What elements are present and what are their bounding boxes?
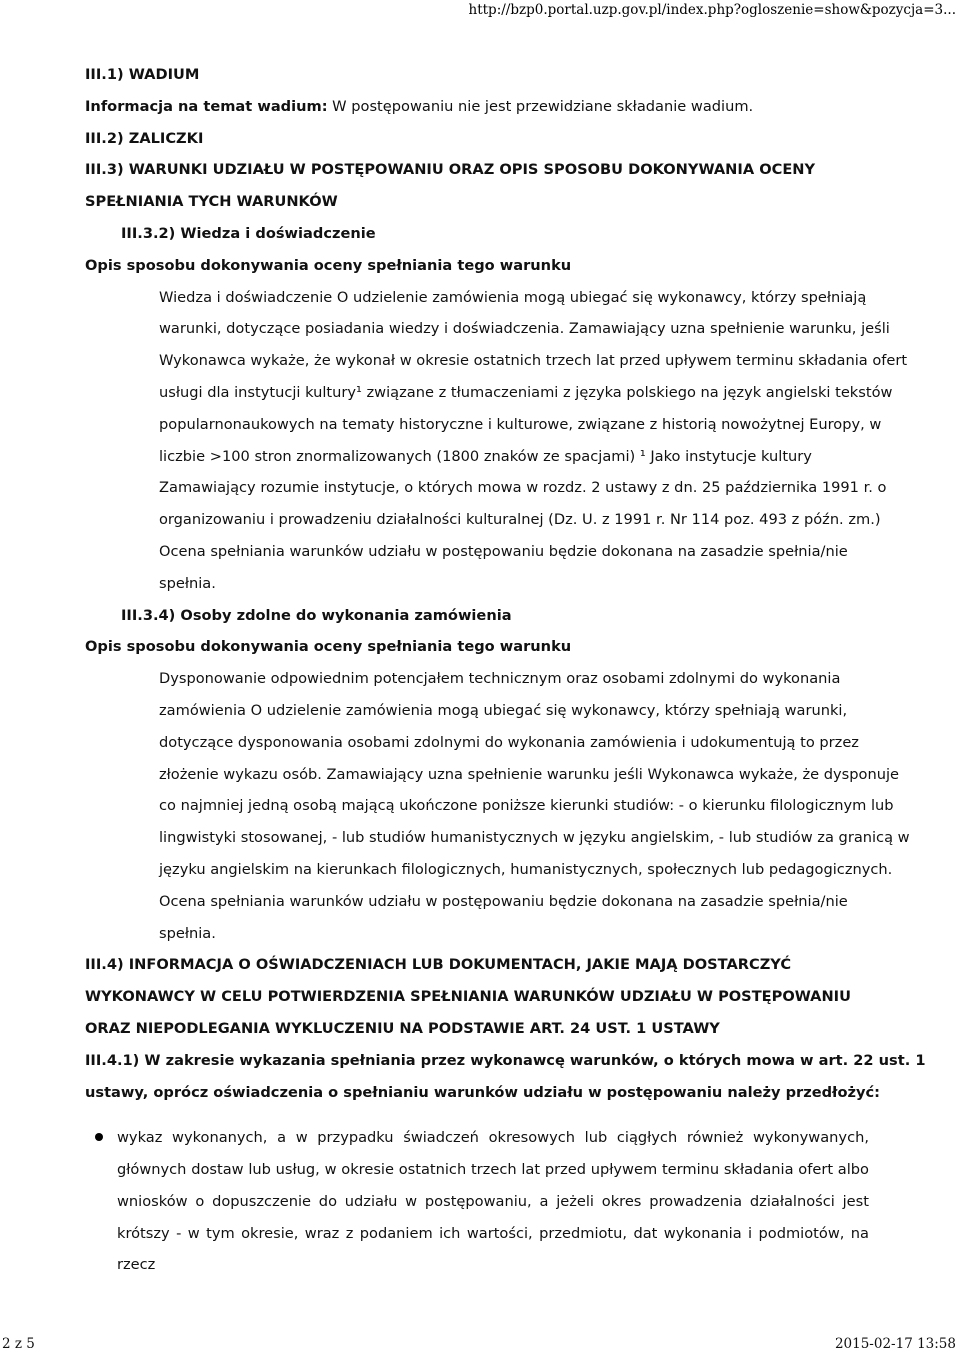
wiedza-line: Ocena spełniania warunków udziału w postępowaniu będzie dokonana na zasadzie spełnia/nie <box>159 542 848 560</box>
bullet-line: głównych dostaw lub usług, w okresie ostatnich trzech lat przed upływem terminu składania ofert albo <box>117 1161 869 1179</box>
page-number: 2 z 5 <box>2 1336 35 1352</box>
osoby-description <box>85 663 910 949</box>
print-datetime: 2015-02-17 13:58 <box>834 1336 956 1352</box>
wadium-info-text: W postępowaniu nie jest przewidziane składanie wadium. <box>327 97 754 115</box>
osoby-line: lingwistyki stosowanej, - lub studiów humanistycznych w języku angielskim, - lub studiów za granicą w <box>159 829 910 847</box>
document-body <box>85 59 926 1281</box>
wiedza-heading: III.3.2) Wiedza i doświadczenie <box>121 224 376 242</box>
wadium-info-label: Informacja na temat wadium: <box>85 97 328 115</box>
osoby-line: Ocena spełniania warunków udziału w postępowaniu będzie dokonana na zasadzie spełnia/nie <box>159 892 848 910</box>
wiedza-description <box>85 282 908 600</box>
informacja-heading-line-3: ORAZ NIEPODLEGANIA WYKLUCZENIU NA PODSTAWIE ART. 24 UST. 1 USTAWY <box>85 1019 720 1037</box>
bullet-line: wykaz wykonanych, a w przypadku świadczeń okresowych lub ciągłych również wykonywanych, <box>117 1129 869 1147</box>
osoby-heading: III.3.4) Osoby zdolne do wykonania zamówienia <box>121 606 512 624</box>
informacja-heading-line-1: III.4) INFORMACJA O OŚWIADCZENIACH LUB DOKUMENTACH, JAKIE MAJĄ DOSTARCZYĆ <box>85 956 792 974</box>
page-url: http://bzp0.portal.uzp.gov.pl/index.php?ogloszenie=show&pozycja=3... <box>468 2 956 18</box>
zaliczki-heading: III.2) ZALICZKI <box>85 129 204 147</box>
wiedza-line: Zamawiający rozumie instytucje, o których mowa w rozdz. 2 ustawy z dn. 25 października 1991 r. o <box>159 479 887 497</box>
wiedza-line: organizowaniu i prowadzeniu działalności kulturalnej (Dz. U. z 1991 r. Nr 114 poz. 493 z późn. zm.) <box>159 511 881 529</box>
wiedza-line: Wiedza i doświadczenie O udzielenie zamówienia mogą ubiegać się wykonawcy, którzy spełniają <box>159 288 867 306</box>
wiedza-opis-label: Opis sposobu dokonywania oceny spełniania tego warunku <box>85 256 572 274</box>
osoby-line: Dysponowanie odpowiednim potencjałem technicznym oraz osobami zdolnymi do wykonania <box>159 670 841 688</box>
osoby-line: co najmniej jedną osobą mającą ukończone poniższe kierunki studiów: - o kierunku filologicznym lub <box>159 797 894 815</box>
wiedza-line: liczbie >100 stron znormalizowanych (1800 znaków ze spacjami) ¹ Jako instytucje kultury <box>159 447 812 465</box>
osoby-line: zamówienia O udzielenie zamówienia mogą ubiegać się wykonawcy, którzy spełniają warunki, <box>159 701 848 719</box>
osoby-line: dotyczące dysponowania osobami zdolnymi do wykonania zamówienia i udokumentują to przez <box>159 733 859 751</box>
osoby-line: spełnia. <box>159 924 216 942</box>
wiedza-line: warunki, dotyczące posiadania wiedzy i doświadczenia. Zamawiający uzna spełnienie warunku, jeśli <box>159 320 890 338</box>
wadium-heading: III.1) WADIUM <box>85 66 200 83</box>
osoby-line: języku angielskim na kierunkach filologicznych, humanistycznych, społecznych lub pedagogicznych. <box>159 860 893 878</box>
wiedza-line: popularnonaukowych na tematy historyczne i kulturowe, związane z historią nowożytnej Europy, w <box>159 415 882 433</box>
wiedza-line: usługi dla instytucji kultury¹ związane z tłumaczeniami z języka polskiego na język angielski tekstów <box>159 383 893 401</box>
wiedza-line: Wykonawca wykaże, że wykonał w okresie ostatnich trzech lat przed upływem terminu składania ofert <box>159 352 908 370</box>
warunki-heading-line-1: III.3) WARUNKI UDZIAŁU W POSTĘPOWANIU ORAZ OPIS SPOSOBU DOKONYWANIA OCENY <box>85 161 816 179</box>
osoby-opis-label: Opis sposobu dokonywania oceny spełniania tego warunku <box>85 638 572 656</box>
osoby-line: złożenie wykazu osób. Zamawiający uzna spełnienie warunku jeśli Wykonawca wykaże, że dysponuje <box>159 765 900 783</box>
bullet-line: wniosków o dopuszczenie do udziału w postępowaniu, a jeżeli okres prowadzenia działalności jest <box>117 1192 869 1210</box>
wadium-info <box>85 91 885 123</box>
warunki-heading-line-2: SPEŁNIANIA TYCH WARUNKÓW <box>85 193 338 211</box>
list-item <box>85 1122 885 1281</box>
bullet-line: krótszy - w tym okresie, wraz z podaniem ich wartości, przedmiotu, dat wykonania i podmiotów, na rzecz <box>117 1224 869 1274</box>
zakres-heading-line-1: III.4.1) W zakresie wykazania spełniania przez wykonawcę warunków, o których mowa w art. 22 ust. 1 <box>85 1051 926 1069</box>
informacja-heading-line-2: WYKONAWCY W CELU POTWIERDZENIA SPEŁNIANIA WARUNKÓW UDZIAŁU W POSTĘPOWANIU <box>85 988 851 1006</box>
wiedza-line: spełnia. <box>159 574 216 592</box>
zakres-heading-line-2: ustawy, oprócz oświadczenia o spełnianiu warunków udziału w postępowaniu należy przedłożyć: <box>85 1083 880 1101</box>
list-item-text <box>85 1122 869 1281</box>
